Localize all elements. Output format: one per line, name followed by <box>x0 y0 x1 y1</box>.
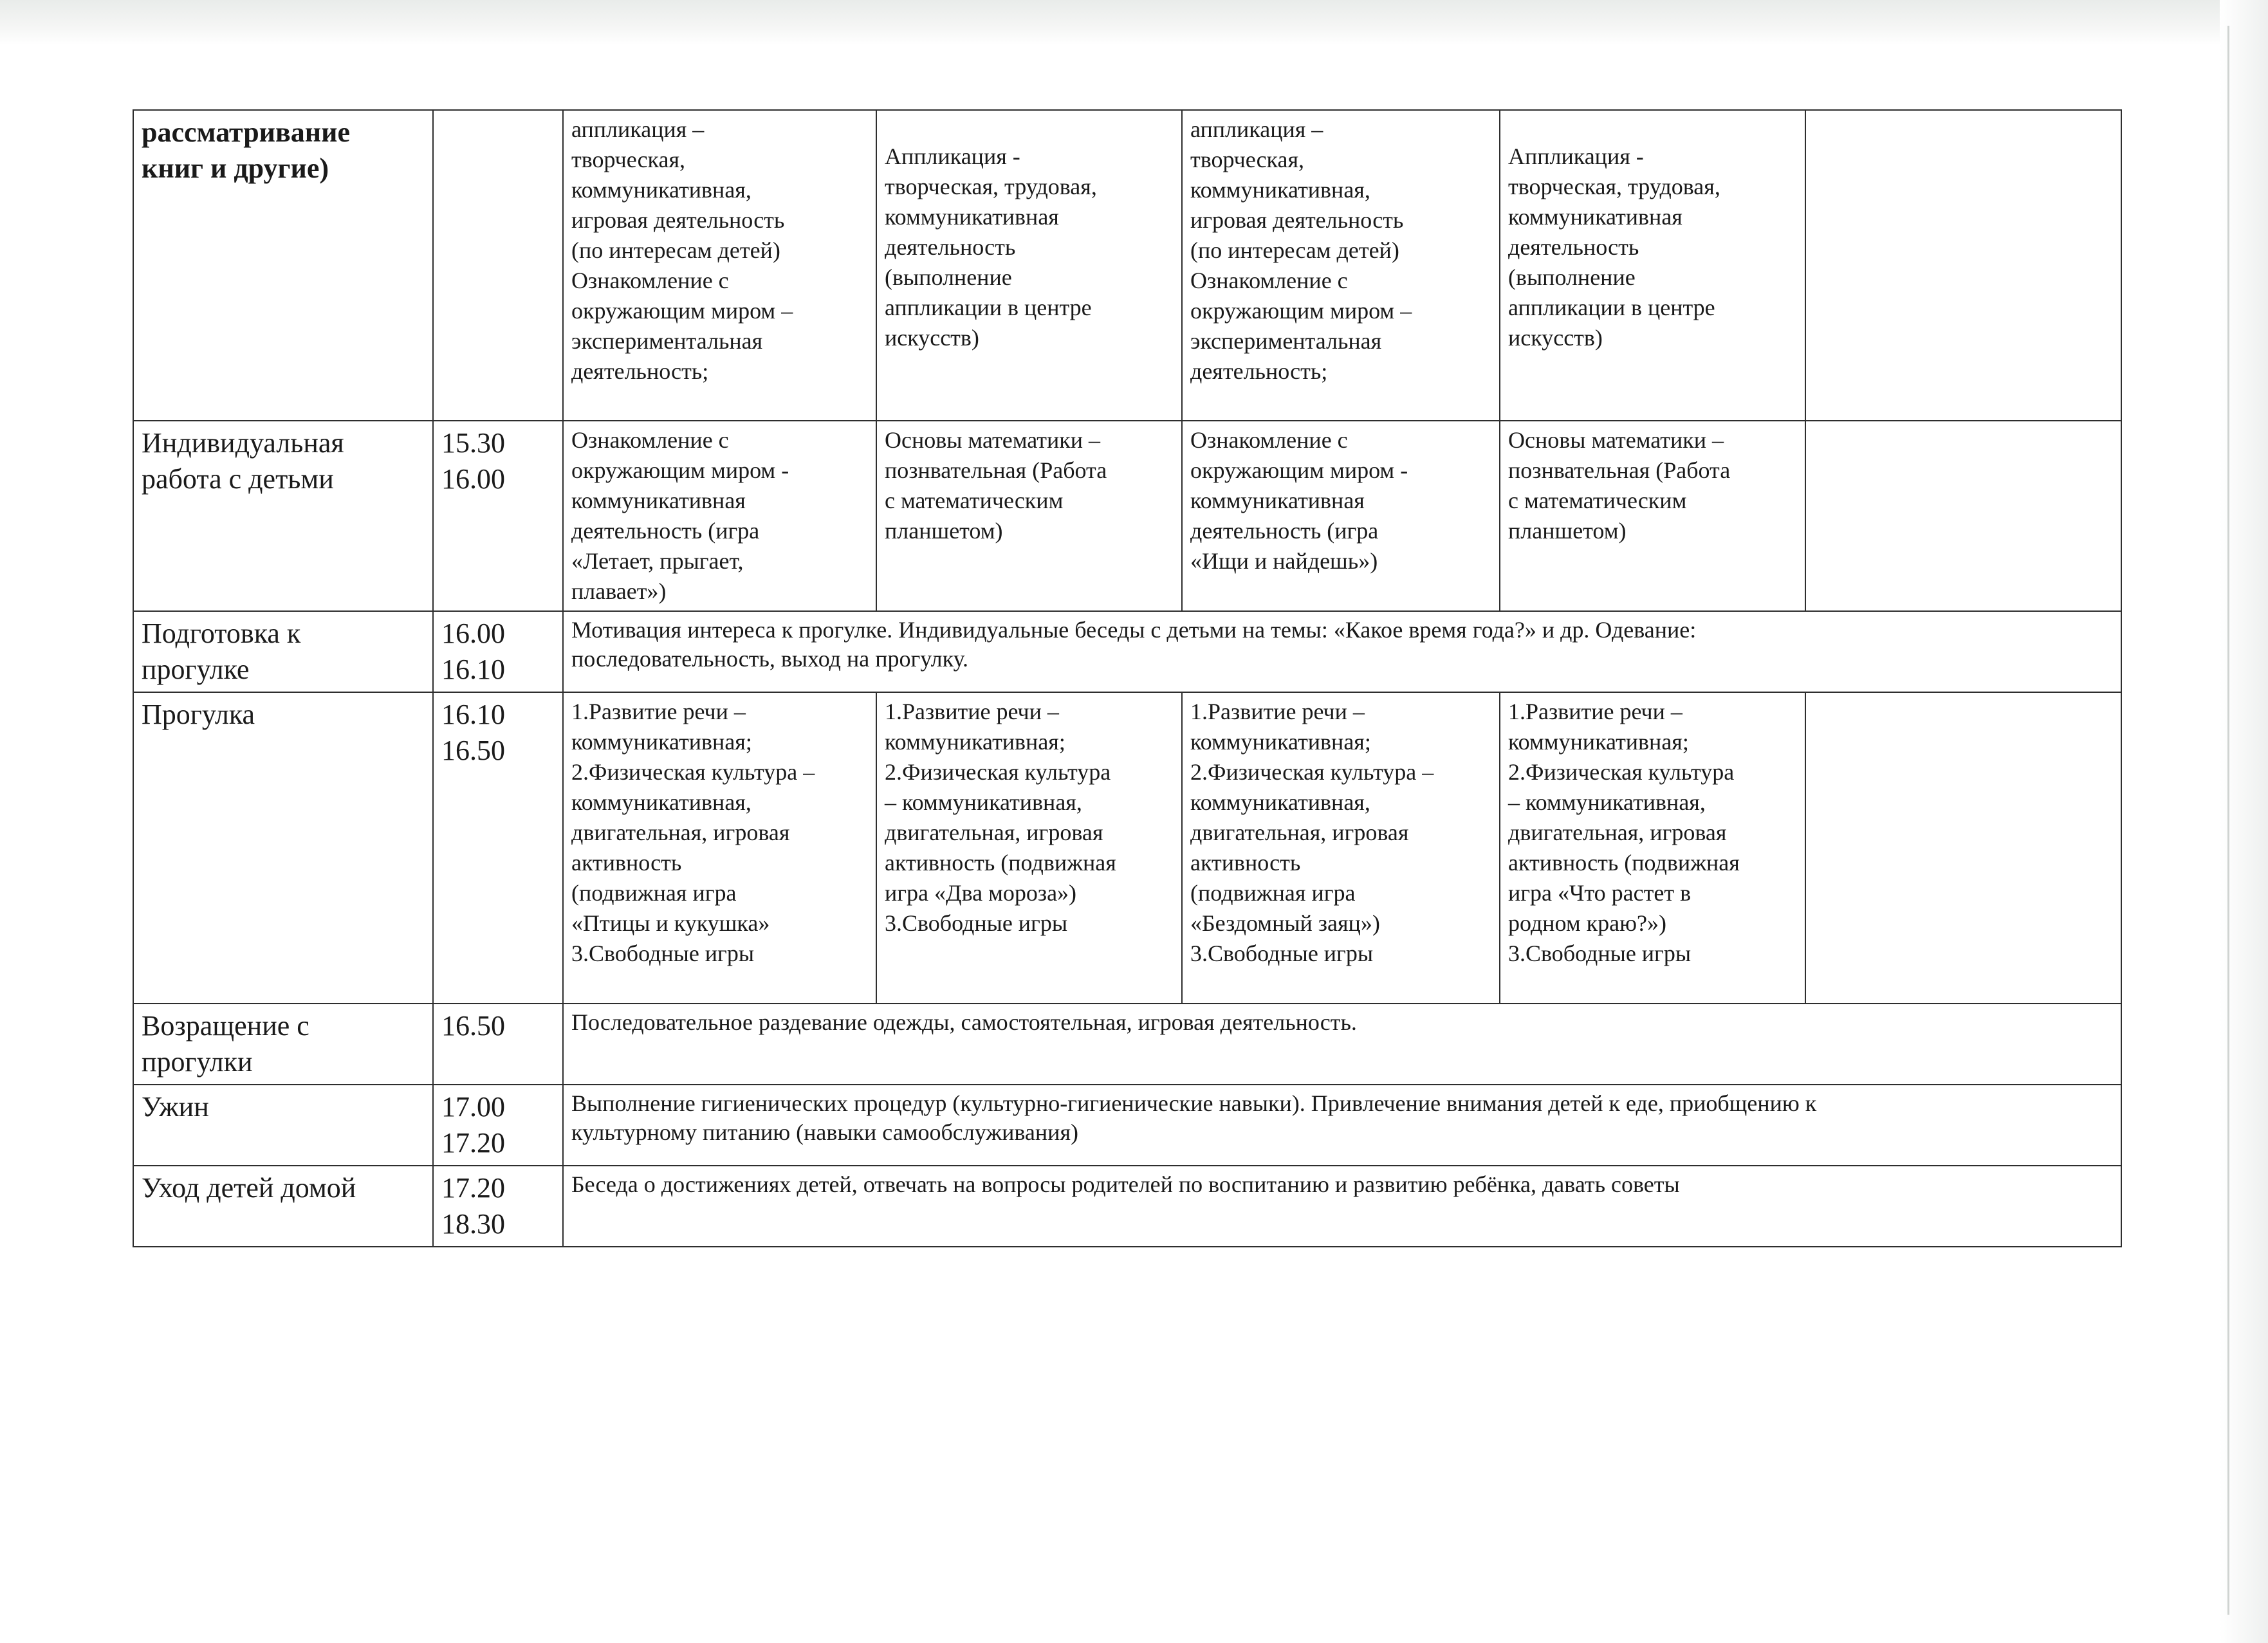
table-row <box>133 611 2121 692</box>
table-row <box>133 1166 2121 1247</box>
merged-cell-text: Беседа о достижениях детей, отвечать на вопросы родителей по воспитанию и развитию ребёнка, давать советы <box>571 1171 1680 1197</box>
day-cell <box>1182 110 1500 421</box>
activity-cell <box>133 1166 433 1247</box>
activity-cell <box>133 692 433 1004</box>
day-cell <box>1805 692 2121 1004</box>
day-cell-text: Аппликация - творческая, трудовая, коммуникативная деятельность (выполнение аппликации в центре искусств) <box>885 143 1097 351</box>
day-cell <box>876 692 1182 1004</box>
day-cell <box>563 421 876 611</box>
day-cell <box>876 110 1182 421</box>
scan-edge-top <box>0 0 2268 45</box>
time-cell <box>433 110 563 421</box>
activity-label: Возращение с прогулки <box>142 1010 309 1078</box>
day-cell <box>1500 421 1805 611</box>
activity-cell <box>133 1004 433 1085</box>
day-cell <box>563 110 876 421</box>
time-cell <box>433 692 563 1004</box>
time-cell <box>433 421 563 611</box>
activity-cell <box>133 1085 433 1166</box>
activity-label: Прогулка <box>142 699 255 730</box>
day-cell-text: аппликация – творческая, коммуникативная, игровая деятельность (по интересам детей) Ознакомление с окружающим миром – экспериментальная деятельность; <box>571 116 793 384</box>
activity-cell <box>133 421 433 611</box>
day-cell-text: 1.Развитие речи – коммуникативная; 2.Физическая культура – коммуникативная, двигательная, игровая активность (подвижная игра «Что растет в родном краю?») 3.Свободные игры <box>1508 699 1740 966</box>
table-row <box>133 110 2121 421</box>
merged-cell-text: Выполнение гигиенических процедур (культурно-гигиенические навыки). Привлечение внимания детей к еде, приобщению к культурному питанию (навыки самообслуживания) <box>571 1090 1817 1145</box>
day-cell <box>876 421 1182 611</box>
table-row <box>133 692 2121 1004</box>
activity-label: Уход детей домой <box>142 1172 356 1204</box>
scan-line-right <box>2227 26 2229 1615</box>
activity-label: рассматривание книг и другие) <box>142 116 351 184</box>
time-label: 16.00 16.10 <box>441 618 505 685</box>
day-cell <box>1500 110 1805 421</box>
day-cell-text: Аппликация - творческая, трудовая, коммуникативная деятельность (выполнение аппликации в центре искусств) <box>1508 143 1720 351</box>
day-cell-text: Основы математики – познвательная (Работа с математическим планшетом) <box>1508 427 1731 544</box>
activity-cell <box>133 110 433 421</box>
day-cell-text: Ознакомление с окружающим миром - коммуникативная деятельность (игра «Ищи и найдешь») <box>1190 427 1408 574</box>
day-cell-text: 1.Развитие речи – коммуникативная; 2.Физическая культура – коммуникативная, двигательная, игровая активность (подвижная игра «Два мороза») 3.Свободные игры <box>885 699 1116 936</box>
table-row <box>133 421 2121 611</box>
day-cell-text: Ознакомление с окружающим миром - коммуникативная деятельность (игра «Летает, прыгает, плавает») <box>571 427 789 604</box>
day-cell <box>1805 110 2121 421</box>
table-row <box>133 1004 2121 1085</box>
time-cell <box>433 1166 563 1247</box>
merged-cell <box>563 611 2121 692</box>
day-cell-text: 1.Развитие речи – коммуникативная; 2.Физическая культура – коммуникативная, двигательная, игровая активность (подвижная игра «Птицы и кукушка» 3.Свободные игры <box>571 699 815 966</box>
time-cell <box>433 1004 563 1085</box>
time-label: 17.00 17.20 <box>441 1091 505 1159</box>
time-label: 16.50 <box>441 1010 505 1042</box>
activity-label: Подготовка к прогулке <box>142 618 301 685</box>
day-cell-text: Основы математики – познвательная (Работа с математическим планшетом) <box>885 427 1107 544</box>
day-cell <box>1500 692 1805 1004</box>
daily-schedule-table <box>133 109 2122 1247</box>
time-label: 16.10 16.50 <box>441 699 505 766</box>
time-cell <box>433 1085 563 1166</box>
day-cell <box>563 692 876 1004</box>
merged-cell-text: Мотивация интереса к прогулке. Индивидуальные беседы с детьми на темы: «Какое время года?» и др. Одевание: последовательность, выход на прогулку. <box>571 617 1697 672</box>
activity-label: Индивидуальная работа с детьми <box>142 427 344 495</box>
day-cell <box>1805 421 2121 611</box>
day-cell <box>1182 692 1500 1004</box>
table-row <box>133 1085 2121 1166</box>
merged-cell-text: Последовательное раздевание одежды, самостоятельная, игровая деятельность. <box>571 1009 1357 1035</box>
day-cell <box>1182 421 1500 611</box>
day-cell-text: аппликация – творческая, коммуникативная, игровая деятельность (по интересам детей) Ознакомление с окружающим миром – экспериментальная деятельность; <box>1190 116 1412 384</box>
merged-cell <box>563 1085 2121 1166</box>
time-label: 15.30 16.00 <box>441 427 505 495</box>
activity-label: Ужин <box>142 1091 209 1123</box>
merged-cell <box>563 1004 2121 1085</box>
activity-cell <box>133 611 433 692</box>
merged-cell <box>563 1166 2121 1247</box>
day-cell-text: 1.Развитие речи – коммуникативная; 2.Физическая культура – коммуникативная, двигательная, игровая активность (подвижная игра «Бездомный заяц») 3.Свободные игры <box>1190 699 1434 966</box>
time-cell <box>433 611 563 692</box>
time-label: 17.20 18.30 <box>441 1172 505 1240</box>
